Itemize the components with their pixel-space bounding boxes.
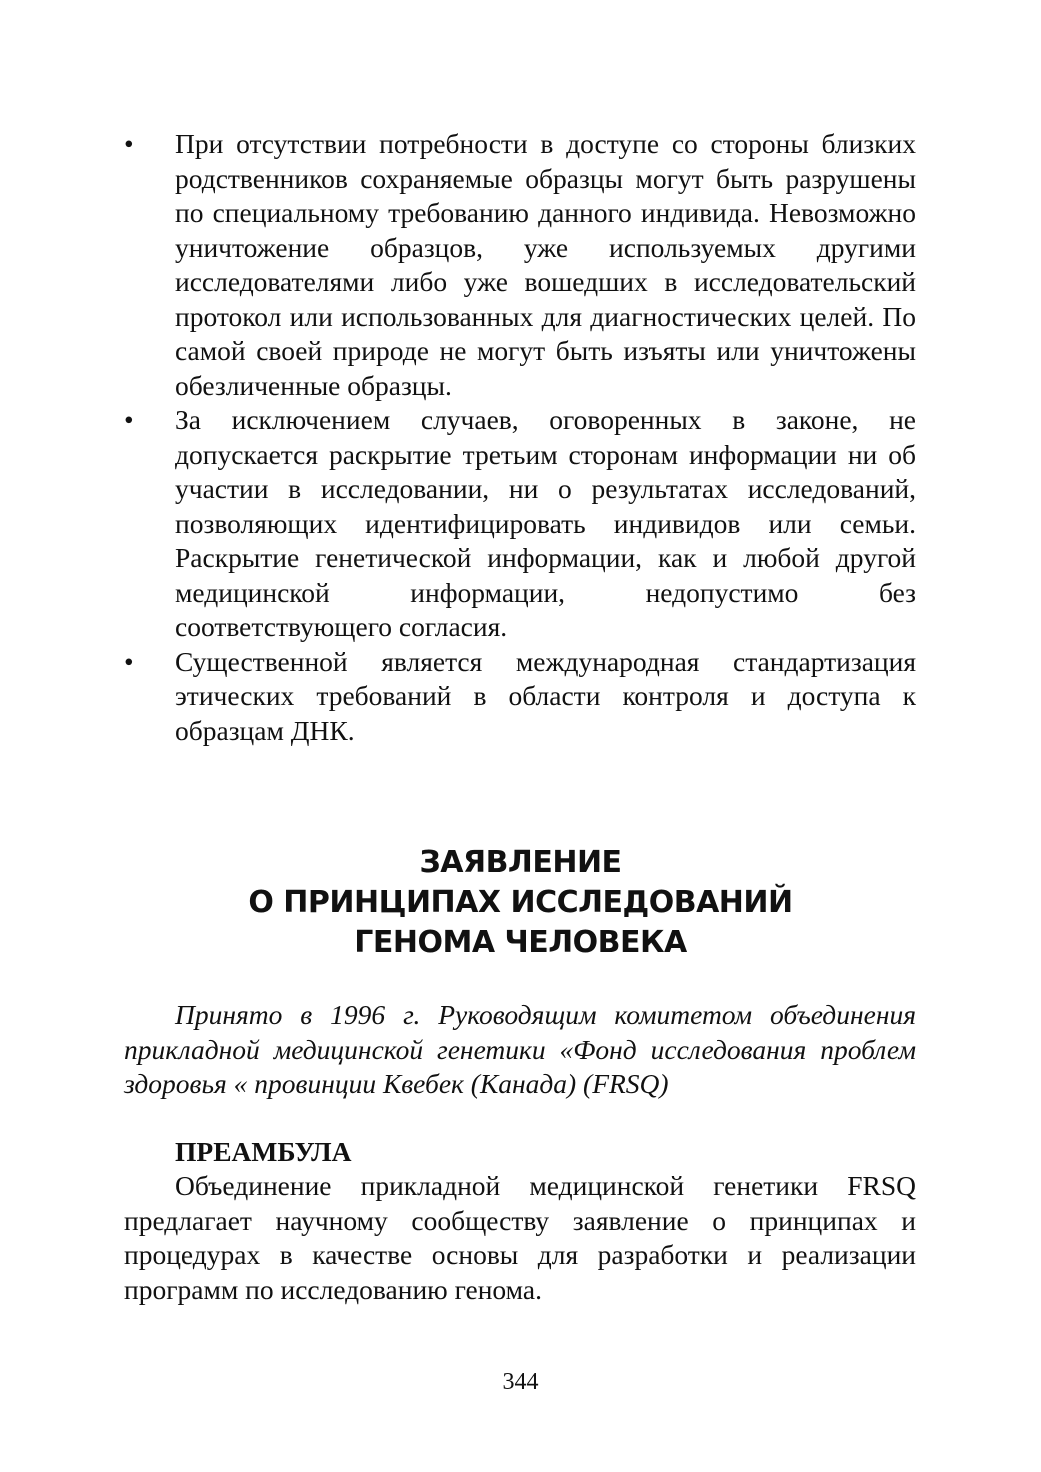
bullet-marker: •: [124, 128, 134, 159]
bullet-text: За исключением случаев, оговоренных в законе, не допускается раскрытие третьим сторонам информации ни об участии в исследовании, ни о результатах исследований, позволяющих идентифицировать индивидов или семьи. Раскрытие генетической информации, как и любой другой медицинской информации, недопустимо без соответствующего согласия.: [175, 404, 916, 642]
section-title-line: ГЕНОМА ЧЕЛОВЕКА: [354, 925, 687, 960]
adoption-note: Принято в 1996 г. Руководящим комитетом объединения прикладной медицинской генетики «Фонд исследования проблем здоровья « провинции Квебек (Канада) (FRSQ): [124, 999, 916, 1099]
bullet-text: При отсутствии потребности в доступе со стороны близких родственников сохраняемые образцы могут быть разрушены по специальному требованию данного индивида. Невозможно уничтожение образцов, уже используемых другими исследователями либо уже вошедших в исследовательский протокол или использованных для диагностических целей. По самой своей природе не могут быть изъяты или уничтожены обезличенные образцы.: [175, 128, 916, 401]
section-title: [0, 843, 1041, 963]
preamble-paragraph: Объединение прикладной медицинской генетики FRSQ предлагает научному сообществу заявление о принципах и процедурах в качестве основы для разработки и реализации программ по исследованию генома.: [124, 1170, 916, 1305]
bullet-marker: •: [124, 404, 134, 435]
page-number: 344: [502, 1369, 539, 1395]
preamble-heading: ПРЕАМБУЛА: [175, 1136, 352, 1167]
bullet-item: [124, 127, 916, 403]
bullet-marker: •: [124, 645, 134, 677]
bullet-item: [124, 403, 916, 645]
bullet-item: [124, 645, 916, 749]
bullet-text: Существенной является международная стандартизация этических требований в области контроля и доступа к образцам ДНК.: [175, 645, 916, 746]
bullet-list: [124, 127, 916, 748]
section-title-line: ЗАЯВЛЕНИЕ: [419, 845, 622, 880]
section-title-line: О ПРИНЦИПАХ ИССЛЕДОВАНИЙ: [248, 885, 793, 920]
